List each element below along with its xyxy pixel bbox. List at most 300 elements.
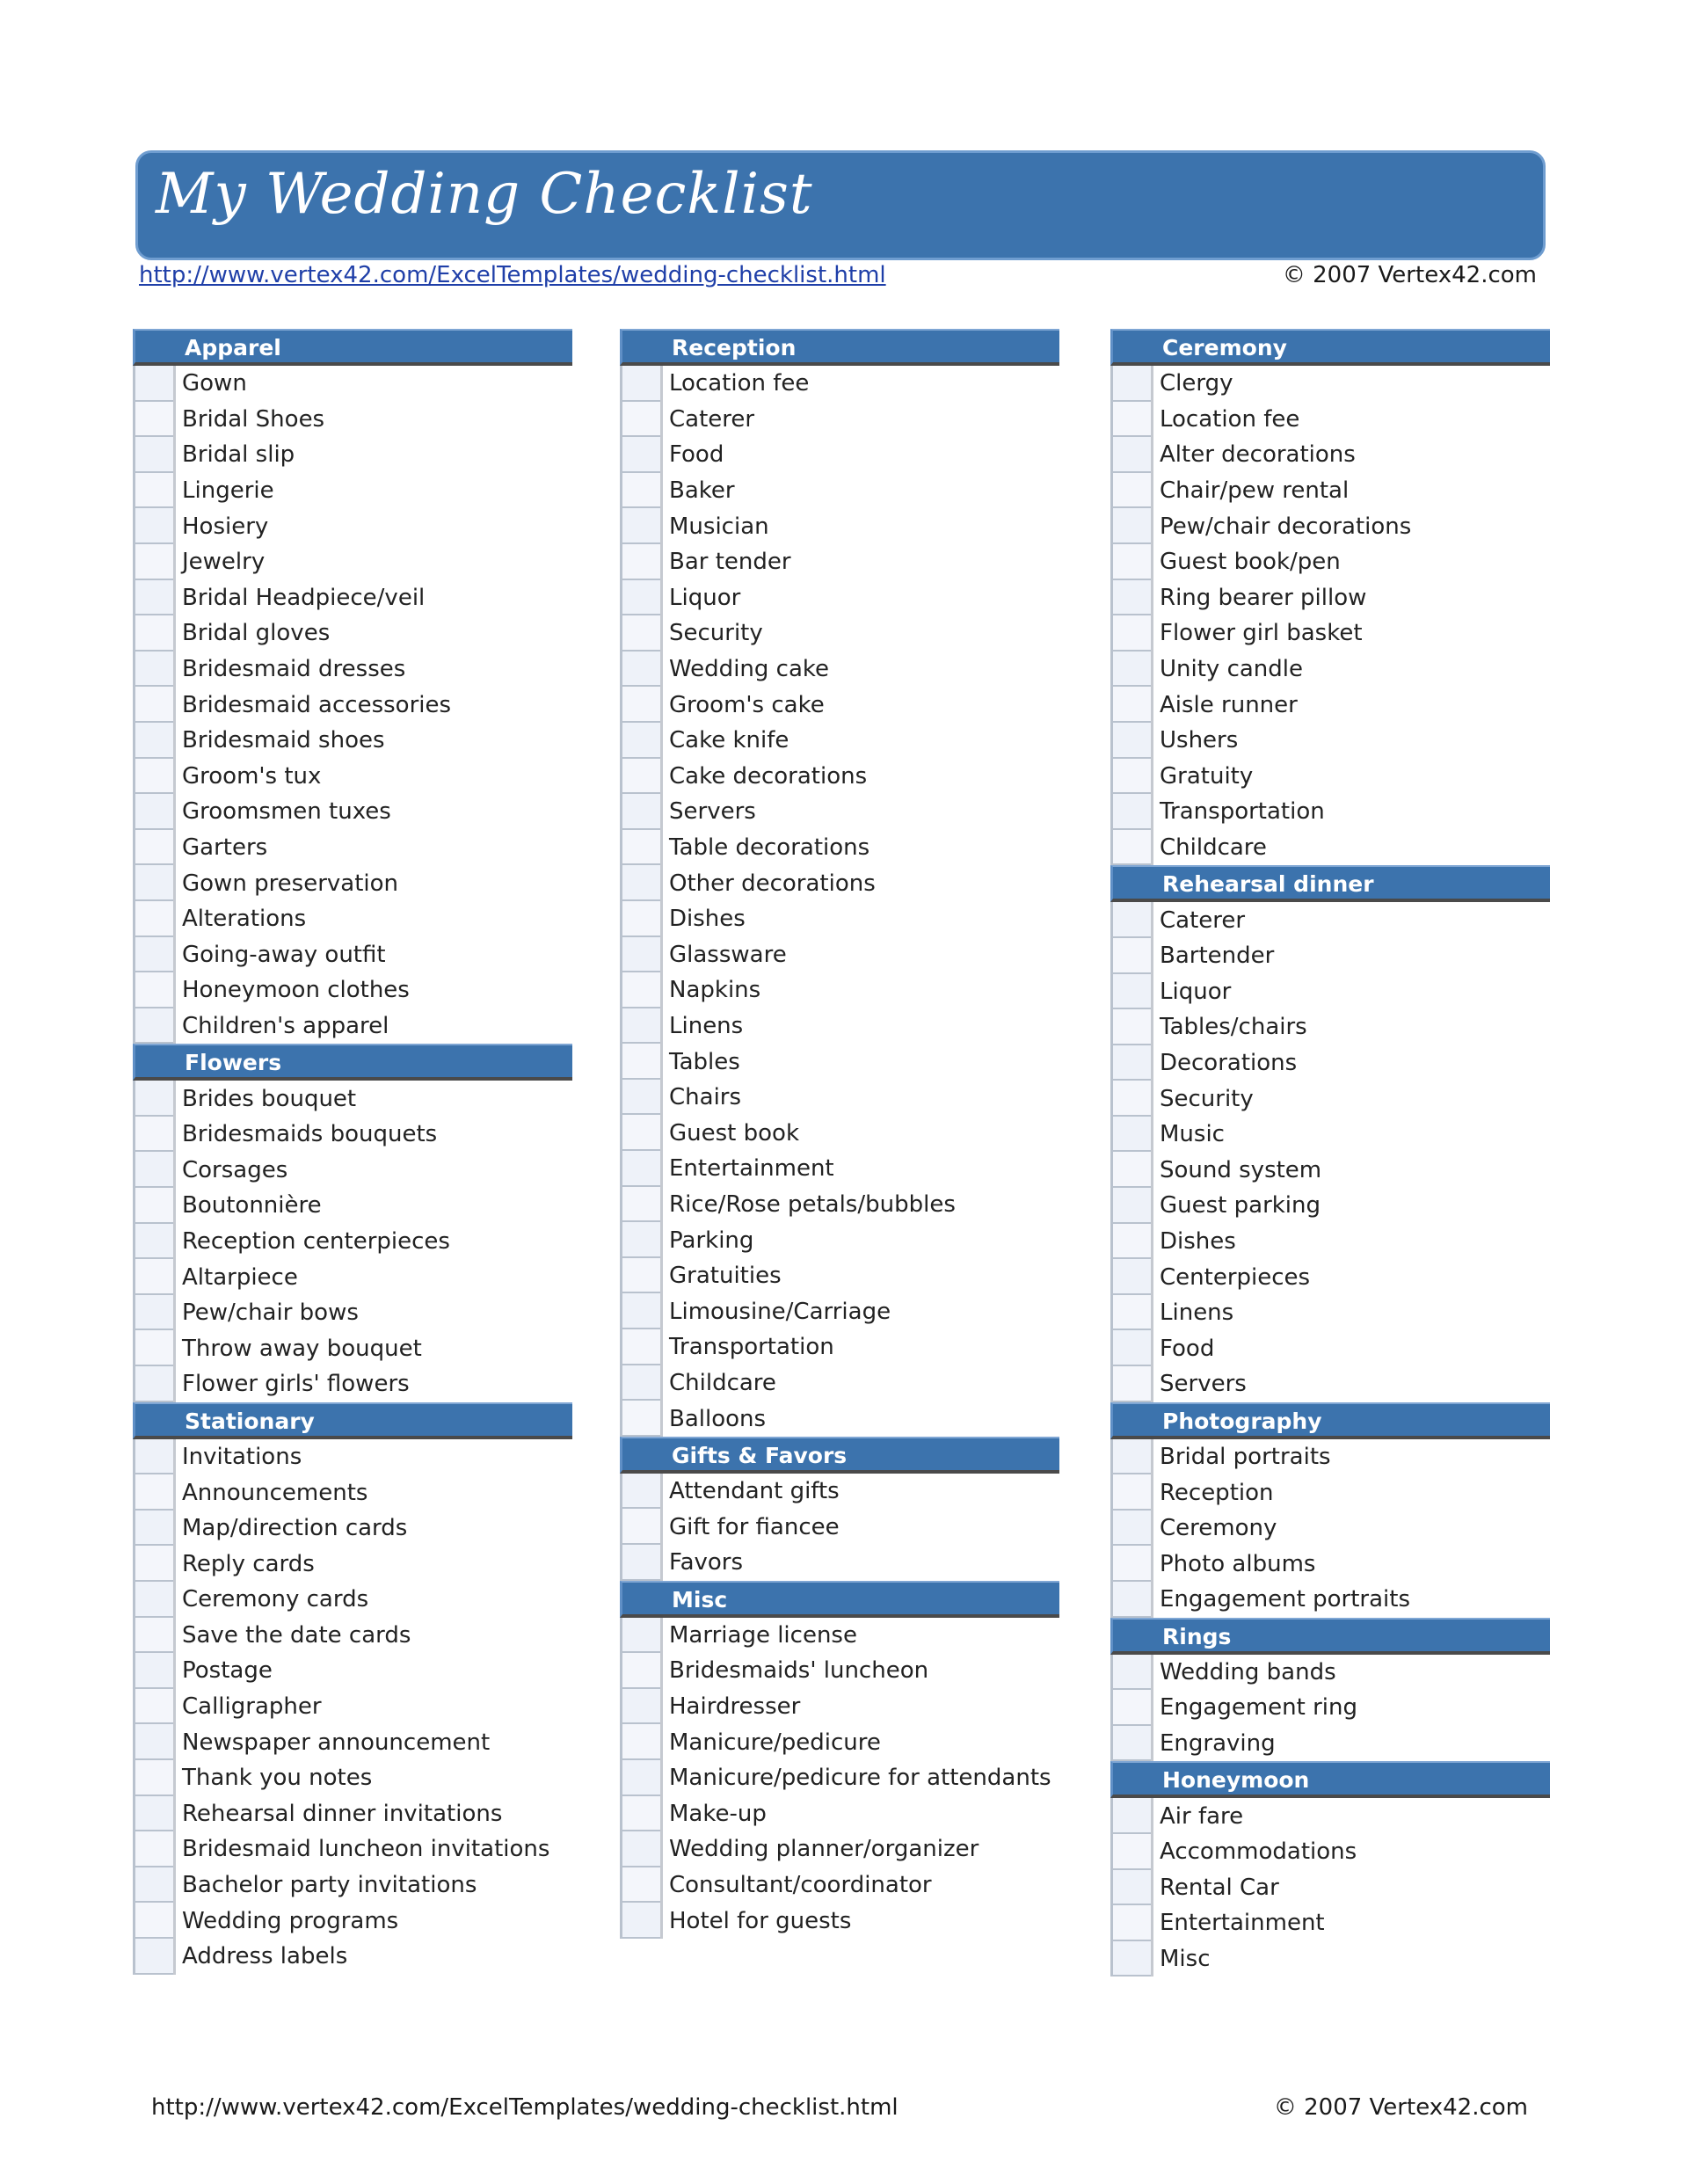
item-label: Bridal slip	[182, 441, 295, 469]
checklist-item	[1110, 1798, 1550, 1834]
item-label: Rice/Rose petals/bubbles	[669, 1190, 956, 1218]
checkbox[interactable]	[133, 1689, 173, 1725]
checklist-item	[1110, 1117, 1550, 1153]
item-label: Bridesmaid accessories	[182, 691, 452, 718]
checkbox[interactable]	[133, 1939, 173, 1975]
checkbox[interactable]	[1110, 1834, 1151, 1870]
section-items	[1110, 1439, 1550, 1618]
checkbox[interactable]	[133, 1724, 173, 1760]
checklist-item	[133, 1188, 572, 1224]
section-items	[1110, 366, 1550, 865]
checkbox[interactable]	[133, 1117, 173, 1153]
item-label: Children's apparel	[182, 1012, 389, 1039]
checkbox[interactable]	[133, 1152, 173, 1188]
template-link[interactable]: http://www.vertex42.com/ExcelTemplates/wedding-checklist.html	[139, 262, 886, 288]
checkbox[interactable]	[620, 508, 660, 544]
checkbox[interactable]	[1110, 1546, 1151, 1582]
checkbox[interactable]	[620, 901, 660, 937]
checklist-item	[1110, 1295, 1550, 1331]
checkbox[interactable]	[133, 1330, 173, 1366]
checkbox[interactable]	[620, 544, 660, 580]
section-items	[133, 1439, 572, 1975]
item-label: Invitations	[182, 1443, 302, 1470]
checklist-item	[620, 687, 1059, 723]
item-label: Security	[1160, 1085, 1254, 1112]
item-label: Announcements	[182, 1479, 368, 1506]
checkbox[interactable]	[1110, 402, 1151, 438]
checklist-item	[133, 1653, 572, 1689]
item-label: Thank you notes	[182, 1765, 373, 1792]
item-label: Gratuity	[1160, 762, 1254, 790]
checkbox[interactable]	[1110, 508, 1151, 544]
checklist-item	[133, 473, 572, 509]
item-label: Corsages	[182, 1156, 288, 1183]
checklist-item	[620, 1258, 1059, 1294]
item-label: Throw away bouquet	[182, 1335, 422, 1362]
item-label: Calligrapher	[182, 1693, 322, 1721]
checkbox[interactable]	[1110, 830, 1151, 866]
checkbox[interactable]	[620, 972, 660, 1008]
item-label: Cake decorations	[669, 762, 868, 790]
item-label: Caterer	[1160, 906, 1246, 934]
checkbox[interactable]	[620, 1903, 660, 1939]
checkbox[interactable]	[133, 1582, 173, 1618]
checkbox[interactable]	[620, 1618, 660, 1654]
checkbox[interactable]	[1110, 1081, 1151, 1117]
checkbox[interactable]	[1110, 1474, 1151, 1511]
item-label: Engagement ring	[1160, 1694, 1357, 1722]
checklist-item	[1110, 1474, 1550, 1511]
checkbox[interactable]	[133, 615, 173, 652]
checkbox[interactable]	[620, 580, 660, 616]
checklist-item	[133, 865, 572, 901]
section-header: Misc	[620, 1581, 1059, 1618]
checkbox[interactable]	[133, 794, 173, 830]
checkbox[interactable]	[620, 1474, 660, 1510]
checkbox[interactable]	[133, 1259, 173, 1295]
checkbox[interactable]	[133, 1188, 173, 1224]
section-items	[133, 1081, 572, 1401]
item-label: Bar tender	[669, 549, 791, 576]
checkbox[interactable]	[133, 1474, 173, 1511]
item-label: Security	[669, 620, 763, 647]
checkbox[interactable]	[1110, 544, 1151, 580]
checklist-item	[133, 1903, 572, 1939]
checkbox[interactable]	[1110, 1330, 1151, 1366]
checkbox[interactable]	[133, 1081, 173, 1117]
checkbox[interactable]	[133, 1796, 173, 1832]
item-label: Map/direction cards	[182, 1515, 408, 1542]
checkbox[interactable]	[1110, 473, 1151, 509]
item-label: Cake knife	[669, 727, 789, 754]
checkbox[interactable]	[133, 830, 173, 866]
checklist-item	[1110, 437, 1550, 473]
checklist-item	[133, 759, 572, 795]
checkbox[interactable]	[1110, 1798, 1151, 1834]
checklist-item	[620, 1365, 1059, 1401]
checkbox[interactable]	[1110, 794, 1151, 830]
checklist-item	[133, 1224, 572, 1260]
item-label: Brides bouquet	[182, 1085, 357, 1112]
checklist-item	[1110, 974, 1550, 1010]
checklist-item	[620, 830, 1059, 866]
checklist-item	[620, 1008, 1059, 1045]
checklist-item	[1110, 1330, 1550, 1366]
item-label: Bridesmaids' luncheon	[669, 1657, 929, 1685]
item-label: Groom's tux	[182, 762, 322, 790]
checkbox[interactable]	[620, 1115, 660, 1151]
item-label: Tables/chairs	[1160, 1014, 1307, 1041]
checkbox[interactable]	[133, 1618, 173, 1654]
checklist-item	[1110, 473, 1550, 509]
checklist-item	[620, 1401, 1059, 1437]
checkbox[interactable]	[133, 1511, 173, 1547]
item-label: Bridal gloves	[182, 620, 331, 647]
item-label: Wedding programs	[182, 1907, 399, 1934]
checkbox[interactable]	[620, 1187, 660, 1223]
checklist-item	[1110, 544, 1550, 580]
title-banner	[135, 150, 1546, 260]
checkbox[interactable]	[1110, 1941, 1151, 1977]
checkbox[interactable]	[620, 1796, 660, 1832]
footer-copyright: © 2007 Vertex42.com	[1273, 2094, 1528, 2121]
item-label: Entertainment	[669, 1155, 834, 1183]
checklist-item	[1110, 1546, 1550, 1582]
checkbox[interactable]	[133, 1760, 173, 1796]
checkbox[interactable]	[620, 1293, 660, 1329]
checklist-item	[1110, 1009, 1550, 1045]
item-label: Dishes	[1160, 1227, 1236, 1255]
checkbox[interactable]	[620, 1365, 660, 1401]
item-label: Marriage license	[669, 1621, 857, 1649]
checklist-item	[1110, 1511, 1550, 1547]
checkbox[interactable]	[1110, 687, 1151, 723]
checklist-item	[620, 615, 1059, 652]
checklist-column-1	[133, 329, 572, 1975]
checkbox[interactable]	[1110, 1726, 1151, 1762]
checkbox[interactable]	[1110, 437, 1151, 473]
checklist-item	[133, 687, 572, 723]
item-label: Groom's cake	[669, 691, 825, 718]
item-label: Wedding cake	[669, 656, 830, 683]
checklist-item	[620, 1187, 1059, 1223]
section-header: Stationary	[133, 1402, 572, 1439]
checkbox[interactable]	[133, 1903, 173, 1939]
checklist-item	[620, 544, 1059, 580]
checkbox[interactable]	[1110, 759, 1151, 795]
checkbox[interactable]	[133, 972, 173, 1008]
item-label: Entertainment	[1160, 1910, 1325, 1937]
checkbox[interactable]	[133, 652, 173, 688]
checklist-item	[1110, 1045, 1550, 1081]
checkbox[interactable]	[620, 1831, 660, 1867]
checklist-item	[1110, 1870, 1550, 1906]
item-label: Consultant/coordinator	[669, 1872, 932, 1899]
item-label: Reception centerpieces	[182, 1227, 450, 1255]
checklist-item	[1110, 580, 1550, 616]
checklist-item	[620, 1329, 1059, 1365]
checklist-item	[133, 652, 572, 688]
item-label: Guest book/pen	[1160, 549, 1341, 576]
item-label: Parking	[669, 1227, 754, 1254]
checklist-item	[133, 1618, 572, 1654]
checklist-item	[1110, 1259, 1550, 1295]
item-label: Bridal Shoes	[182, 405, 325, 433]
checkbox[interactable]	[1110, 902, 1151, 938]
checkbox[interactable]	[1110, 1295, 1151, 1331]
copyright-notice: © 2007 Vertex42.com	[1282, 262, 1537, 288]
checkbox[interactable]	[620, 1329, 660, 1365]
checkbox[interactable]	[620, 1545, 660, 1581]
item-label: Balloons	[669, 1405, 767, 1432]
checkbox[interactable]	[133, 1295, 173, 1331]
checkbox[interactable]	[133, 1653, 173, 1689]
checkbox[interactable]	[620, 1080, 660, 1116]
checkbox[interactable]	[620, 652, 660, 688]
checklist-item	[133, 615, 572, 652]
item-label: Bridesmaids bouquets	[182, 1121, 438, 1148]
item-label: Transportation	[669, 1334, 834, 1361]
checklist-item	[133, 1724, 572, 1760]
item-label: Postage	[182, 1657, 273, 1685]
section-header: Rings	[1110, 1618, 1550, 1655]
checkbox[interactable]	[133, 901, 173, 937]
checkbox[interactable]	[133, 1366, 173, 1402]
checklist-item	[133, 402, 572, 438]
checkbox[interactable]	[620, 723, 660, 759]
checkbox[interactable]	[620, 1689, 660, 1725]
checkbox[interactable]	[1110, 1511, 1151, 1547]
checkbox[interactable]	[133, 437, 173, 473]
checkbox[interactable]	[1110, 1439, 1151, 1475]
checkbox[interactable]	[133, 580, 173, 616]
checklist-item	[133, 1796, 572, 1832]
checkbox[interactable]	[620, 937, 660, 973]
checkbox[interactable]	[1110, 1690, 1151, 1726]
checklist-item	[133, 1511, 572, 1547]
checklist-item	[133, 580, 572, 616]
checkbox[interactable]	[620, 1401, 660, 1437]
section-header: Gifts & Favors	[620, 1437, 1059, 1474]
section-header: Flowers	[133, 1044, 572, 1081]
footer-link[interactable]: http://www.vertex42.com/ExcelTemplates/wedding-checklist.html	[151, 2094, 899, 2121]
checkbox[interactable]	[133, 402, 173, 438]
checklist-item	[133, 366, 572, 402]
item-label: Flower girls' flowers	[182, 1371, 410, 1398]
checkbox[interactable]	[1110, 1224, 1151, 1260]
checkbox[interactable]	[620, 1044, 660, 1080]
checklist-item	[620, 972, 1059, 1008]
checkbox[interactable]	[620, 1258, 660, 1294]
item-label: Bridesmaid shoes	[182, 727, 385, 754]
item-label: Other decorations	[669, 870, 876, 897]
item-label: Linens	[669, 1012, 744, 1039]
checklist-item	[1110, 1905, 1550, 1941]
checkbox[interactable]	[620, 1760, 660, 1796]
checkbox[interactable]	[620, 1151, 660, 1187]
checkbox[interactable]	[133, 1546, 173, 1582]
item-label: Location fee	[669, 370, 810, 397]
item-label: Alter decorations	[1160, 441, 1356, 469]
checklist-item	[133, 1831, 572, 1867]
checkbox[interactable]	[620, 1222, 660, 1258]
checklist-column-3	[1110, 329, 1550, 1977]
checklist-item	[133, 723, 572, 759]
checklist-item	[133, 1474, 572, 1511]
item-label: Servers	[669, 798, 756, 826]
item-label: Reply cards	[182, 1550, 315, 1577]
section-items	[133, 366, 572, 1044]
checkbox[interactable]	[133, 473, 173, 509]
checkbox[interactable]	[620, 759, 660, 795]
checkbox[interactable]	[1110, 1009, 1151, 1045]
checklist-item	[1110, 1152, 1550, 1188]
checkbox[interactable]	[1110, 1582, 1151, 1618]
item-label: Table decorations	[669, 834, 870, 862]
checklist-item	[133, 1439, 572, 1475]
item-label: Food	[669, 441, 724, 469]
item-label: Guest parking	[1160, 1192, 1321, 1219]
checkbox[interactable]	[133, 937, 173, 973]
item-label: Musician	[669, 513, 769, 540]
item-label: Decorations	[1160, 1049, 1298, 1076]
checkbox[interactable]	[1110, 1870, 1151, 1906]
checklist-item	[620, 901, 1059, 937]
item-label: Pew/chair bows	[182, 1299, 359, 1327]
checkbox[interactable]	[1110, 938, 1151, 974]
item-label: Address labels	[182, 1943, 348, 1970]
checkbox[interactable]	[133, 544, 173, 580]
checkbox[interactable]	[133, 687, 173, 723]
checkbox[interactable]	[620, 687, 660, 723]
item-label: Rental Car	[1160, 1874, 1279, 1901]
checkbox[interactable]	[620, 366, 660, 402]
checklist-item	[133, 1330, 572, 1366]
checklist-item	[1110, 938, 1550, 974]
section-items	[1110, 1798, 1550, 1977]
checkbox[interactable]	[620, 437, 660, 473]
checkbox[interactable]	[1110, 1188, 1151, 1224]
checklist-item	[620, 1151, 1059, 1187]
item-label: Save the date cards	[182, 1621, 411, 1649]
checklist-item	[133, 1760, 572, 1796]
checkbox[interactable]	[1110, 580, 1151, 616]
checkbox[interactable]	[620, 1724, 660, 1760]
checkbox[interactable]	[1110, 1259, 1151, 1295]
checkbox[interactable]	[620, 1509, 660, 1545]
checklist-item	[620, 1545, 1059, 1581]
checkbox[interactable]	[620, 1867, 660, 1904]
checklist-item	[620, 1509, 1059, 1545]
checkbox[interactable]	[133, 1867, 173, 1904]
item-label: Aisle runner	[1160, 691, 1298, 718]
checkbox[interactable]	[1110, 1045, 1151, 1081]
checklist-item	[1110, 759, 1550, 795]
checkbox[interactable]	[620, 402, 660, 438]
section-items	[620, 1474, 1059, 1581]
checklist-item	[620, 402, 1059, 438]
checkbox[interactable]	[1110, 366, 1151, 402]
item-label: Tables	[669, 1048, 740, 1075]
checkbox[interactable]	[620, 615, 660, 652]
item-label: Glassware	[669, 941, 787, 968]
checkbox[interactable]	[133, 1224, 173, 1260]
checkbox[interactable]	[620, 794, 660, 830]
checkbox[interactable]	[133, 508, 173, 544]
item-label: Servers	[1160, 1371, 1247, 1398]
checklist-item	[133, 1689, 572, 1725]
checklist-item	[133, 508, 572, 544]
checklist-item	[133, 937, 572, 973]
checkbox[interactable]	[133, 366, 173, 402]
item-label: Ushers	[1160, 727, 1239, 754]
checklist-item	[1110, 830, 1550, 866]
checklist-item	[1110, 1081, 1550, 1117]
checklist-item	[620, 652, 1059, 688]
checklist-item	[133, 972, 572, 1008]
item-label: Clergy	[1160, 370, 1233, 397]
checkbox[interactable]	[620, 473, 660, 509]
checklist-item	[620, 865, 1059, 901]
checklist-item	[1110, 652, 1550, 688]
checklist-item	[1110, 902, 1550, 938]
section-header: Reception	[620, 329, 1059, 366]
checkbox[interactable]	[133, 1831, 173, 1867]
checkbox[interactable]	[1110, 974, 1151, 1010]
checkbox[interactable]	[620, 830, 660, 866]
checklist-item	[133, 1117, 572, 1153]
checklist-item	[620, 1796, 1059, 1832]
item-label: Centerpieces	[1160, 1263, 1311, 1291]
item-label: Hosiery	[182, 513, 269, 540]
checkbox[interactable]	[620, 1008, 660, 1045]
item-label: Engagement portraits	[1160, 1586, 1410, 1613]
item-label: Wedding bands	[1160, 1658, 1336, 1685]
checklist-item	[133, 1867, 572, 1904]
checkbox[interactable]	[133, 759, 173, 795]
checkbox[interactable]	[133, 1008, 173, 1045]
checklist-item	[1110, 1726, 1550, 1762]
section-items	[620, 366, 1059, 1437]
item-label: Ring bearer pillow	[1160, 584, 1367, 611]
checkbox[interactable]	[133, 723, 173, 759]
item-label: Garters	[182, 834, 268, 862]
checkbox[interactable]	[1110, 1366, 1151, 1402]
item-label: Engraving	[1160, 1730, 1276, 1758]
checkbox[interactable]	[620, 1653, 660, 1689]
checkbox[interactable]	[1110, 1655, 1151, 1691]
checklist-item	[1110, 687, 1550, 723]
item-label: Food	[1160, 1335, 1215, 1362]
checklist-item	[133, 1259, 572, 1295]
checkbox[interactable]	[1110, 1117, 1151, 1153]
item-label: Ceremony cards	[182, 1586, 369, 1613]
item-label: Honeymoon clothes	[182, 977, 410, 1004]
checkbox[interactable]	[1110, 723, 1151, 759]
checkbox[interactable]	[1110, 615, 1151, 652]
checklist-item	[1110, 1224, 1550, 1260]
checkbox[interactable]	[1110, 1152, 1151, 1188]
checkbox[interactable]	[1110, 652, 1151, 688]
checklist-item	[620, 1903, 1059, 1939]
item-label: Caterer	[669, 405, 755, 433]
checkbox[interactable]	[133, 865, 173, 901]
checkbox[interactable]	[1110, 1905, 1151, 1941]
checkbox[interactable]	[620, 865, 660, 901]
item-label: Flower girl basket	[1160, 620, 1363, 647]
checkbox[interactable]	[133, 1439, 173, 1475]
checklist-item	[1110, 1439, 1550, 1475]
